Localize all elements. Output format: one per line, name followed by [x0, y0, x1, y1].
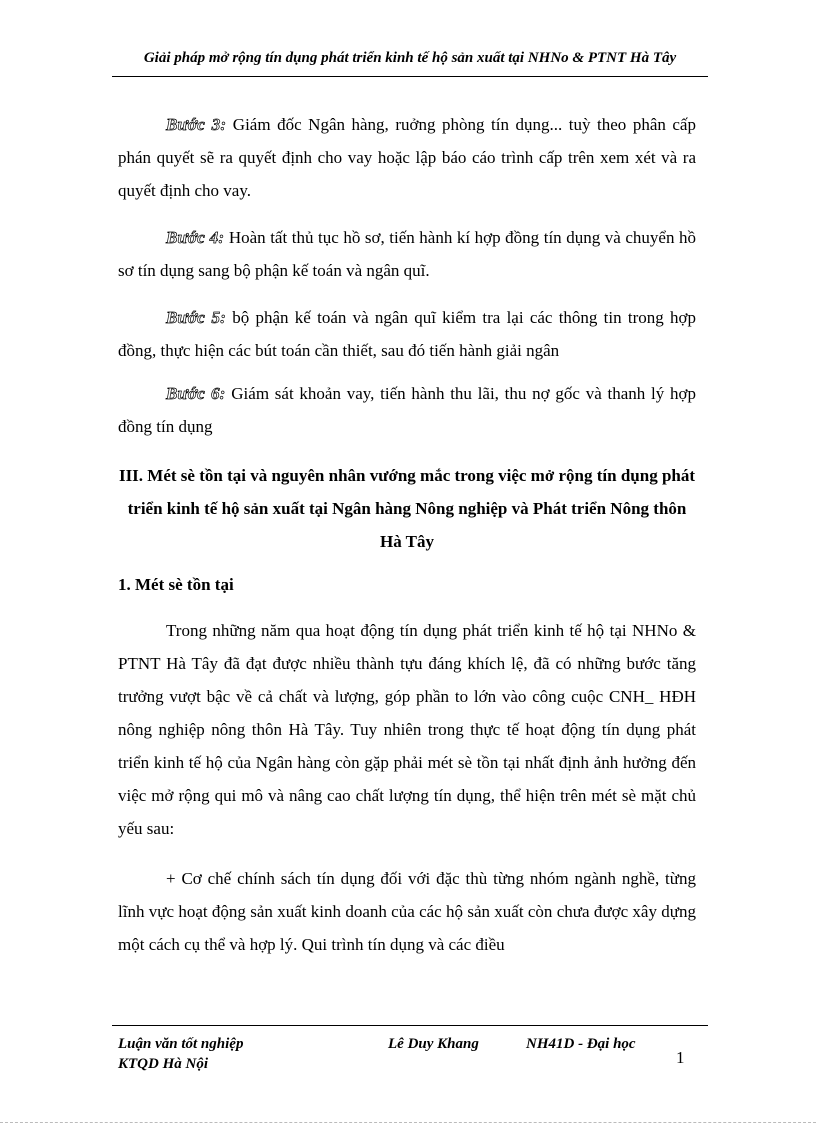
footer-thesis-label: Luận văn tốt nghiệp	[118, 1036, 244, 1052]
header-rule	[112, 76, 708, 77]
step-5-body: bộ phận kế toán và ngân quĩ kiểm tra lại các thông tin trong hợp đồng, thực hiện các bút toán cần thiết, sau đó tiến hành giải ngân	[118, 308, 696, 360]
body-paragraph-2	[118, 862, 696, 961]
section-heading: III. Mét sè tồn tại và nguyên nhân vướng mắc trong việc mở rộng tín dụng phát triển kinh tế hộ sản xuất tại Ngân hàng Nông nghiệp và Phát triển Nông thôn Hà Tây	[118, 466, 696, 551]
step-4-label: Bước 4:	[166, 228, 225, 247]
step-4-body: Hoàn tất thủ tục hồ sơ, tiến hành kí hợp đồng tín dụng và chuyển hồ sơ tín dụng sang bộ phận kế toán và ngân quĩ.	[118, 228, 696, 280]
step-5-label: Bước 5:	[166, 308, 227, 327]
step-6-body: Giám sát khoản vay, tiến hành thu lãi, thu nợ gốc và thanh lý hợp đồng tín dụng	[118, 384, 696, 436]
step-3-text	[118, 108, 696, 207]
page-number: 1	[676, 1048, 685, 1067]
step-5-text	[118, 301, 696, 367]
step-6-paragraph	[118, 377, 696, 443]
step-3-paragraph	[118, 108, 696, 207]
step-6-text	[118, 377, 696, 443]
subsection-heading: 1. Mét sè tồn tại	[118, 575, 234, 594]
step-3-body: Giám đốc Ngân hàng, ruởng phòng tín dụng... tuỳ theo phân cấp phán quyết sẽ ra quyết định cho vay hoặc lập báo cáo trình cấp trên xem xét và ra quyết định cho vay.	[118, 115, 696, 200]
paragraph-2-text: + Cơ chế chính sách tín dụng đối với đặc thù từng nhóm ngành nghề, từng lĩnh vực hoạt động sản xuất kinh doanh của các hộ sản xuất còn chưa được xây dựng một cách cụ thể và hợp lý. Qui trình tín dụng và các điều	[118, 869, 696, 954]
body-paragraph-1	[118, 614, 696, 845]
footer-university: KTQD Hà Nội	[118, 1056, 208, 1072]
footer-rule	[112, 1025, 708, 1026]
step-6-label: Bước 6:	[166, 384, 226, 403]
step-4-paragraph	[118, 221, 696, 287]
step-4-text	[118, 221, 696, 287]
step-3-label: Bước 3:	[166, 115, 227, 134]
footer-author: Lê Duy Khang	[388, 1036, 479, 1052]
page-header: Giải pháp mở rộng tín dụng phát triển kinh tế hộ sản xuất tại NHNo & PTNT Hà Tây	[143, 50, 677, 66]
footer-left	[118, 1034, 243, 1074]
paragraph-1-text: Trong những năm qua hoạt động tín dụng phát triển kinh tế hộ tại NHNo & PTNT Hà Tây đã đạt được nhiều thành tựu đáng khích lệ, đã có những bước tăng trưởng vượt bậc về cả chất và lượng, góp phần to lớn vào công cuộc CNH_ HĐH nông nghiệp nông thôn Hà Tây. Tuy nhiên trong thực tế hoạt động tín dụng phát triển kinh tế hộ của Ngân hàng còn gặp phải mét sè tồn tại nhất định ảnh hưởng đến việc mở rộng qui mô và nâng cao chất lượng tín dụng, thể hiện trên mét sè mặt chủ yếu sau:	[118, 621, 696, 838]
step-5-paragraph	[118, 301, 696, 367]
footer-class: NH41D - Đại học	[526, 1036, 636, 1052]
